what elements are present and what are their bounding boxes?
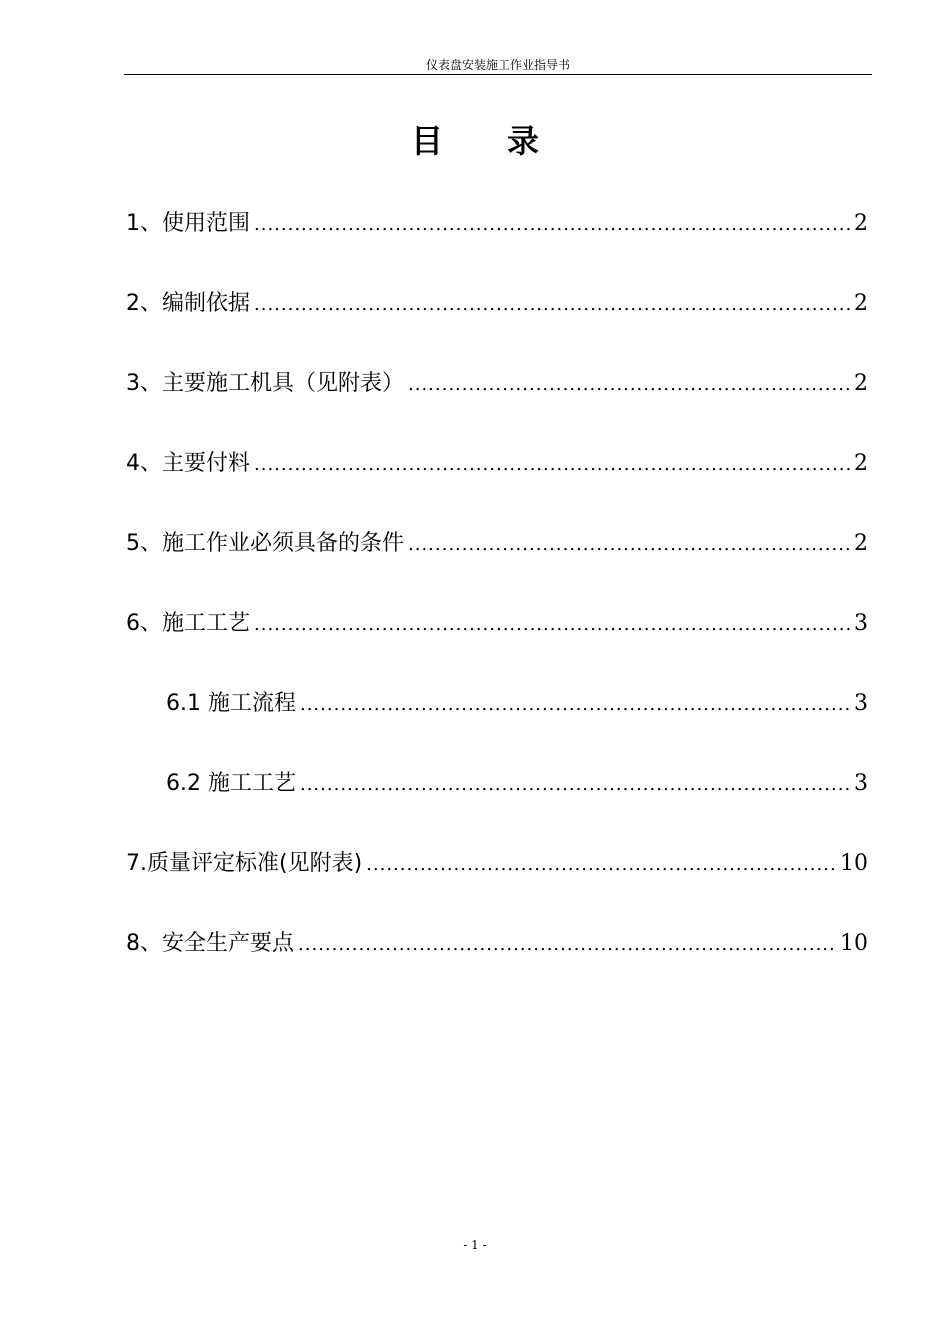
toc-entry-label: 6.1 施工流程 — [166, 691, 296, 716]
toc-leader-dots — [300, 694, 850, 715]
toc-entry[interactable] — [126, 926, 868, 1006]
page-title: 目录 — [410, 122, 603, 160]
toc-entry-page: 10 — [840, 931, 868, 956]
toc-subentry[interactable] — [126, 686, 868, 766]
toc-entry-page: 3 — [854, 771, 868, 796]
toc-entry-page: 10 — [840, 851, 868, 876]
toc-entry-label: 3、主要施工机具（见附表） — [126, 371, 404, 396]
toc-leader-dots — [254, 454, 850, 475]
toc-subentry[interactable] — [126, 766, 868, 846]
toc-entry-page: 2 — [854, 451, 868, 476]
toc-leader-dots — [254, 614, 850, 635]
toc-leader-dots — [366, 854, 836, 875]
toc-entry[interactable] — [126, 846, 868, 926]
toc-entry-label: 7.质量评定标准(见附表) — [126, 851, 363, 876]
toc-entry[interactable] — [126, 286, 868, 366]
toc-entry-label: 5、施工作业必须具备的条件 — [126, 531, 404, 556]
toc-leader-dots — [254, 294, 850, 315]
table-of-contents — [126, 206, 868, 1006]
toc-entry-page: 2 — [854, 291, 868, 316]
toc-entry-page: 2 — [854, 371, 868, 396]
toc-entry-label: 8、安全生产要点 — [126, 931, 294, 956]
toc-entry-label: 1、使用范围 — [126, 211, 250, 236]
toc-leader-dots — [254, 214, 850, 235]
toc-entry-page: 2 — [854, 531, 868, 556]
toc-entry[interactable] — [126, 366, 868, 446]
toc-entry[interactable] — [126, 526, 868, 606]
toc-entry-page: 3 — [854, 691, 868, 716]
toc-entry-page: 3 — [854, 611, 868, 636]
toc-leader-dots — [300, 774, 850, 795]
header-title: 仪表盘安装施工作业指导书 — [425, 58, 570, 72]
toc-entry[interactable] — [126, 606, 868, 686]
toc-entry[interactable] — [126, 446, 868, 526]
toc-entry-label: 4、主要付料 — [126, 451, 250, 476]
toc-leader-dots — [298, 934, 836, 955]
toc-entry-label: 6、施工工艺 — [126, 611, 250, 636]
running-header — [124, 54, 872, 75]
toc-leader-dots — [408, 374, 850, 395]
toc-entry[interactable] — [126, 206, 868, 286]
toc-entry-label: 2、编制依据 — [126, 291, 250, 316]
toc-leader-dots — [408, 534, 850, 555]
page-number-footer: - 1 - — [463, 1238, 487, 1252]
toc-entry-page: 2 — [854, 211, 868, 236]
toc-entry-label: 6.2 施工工艺 — [166, 771, 296, 796]
